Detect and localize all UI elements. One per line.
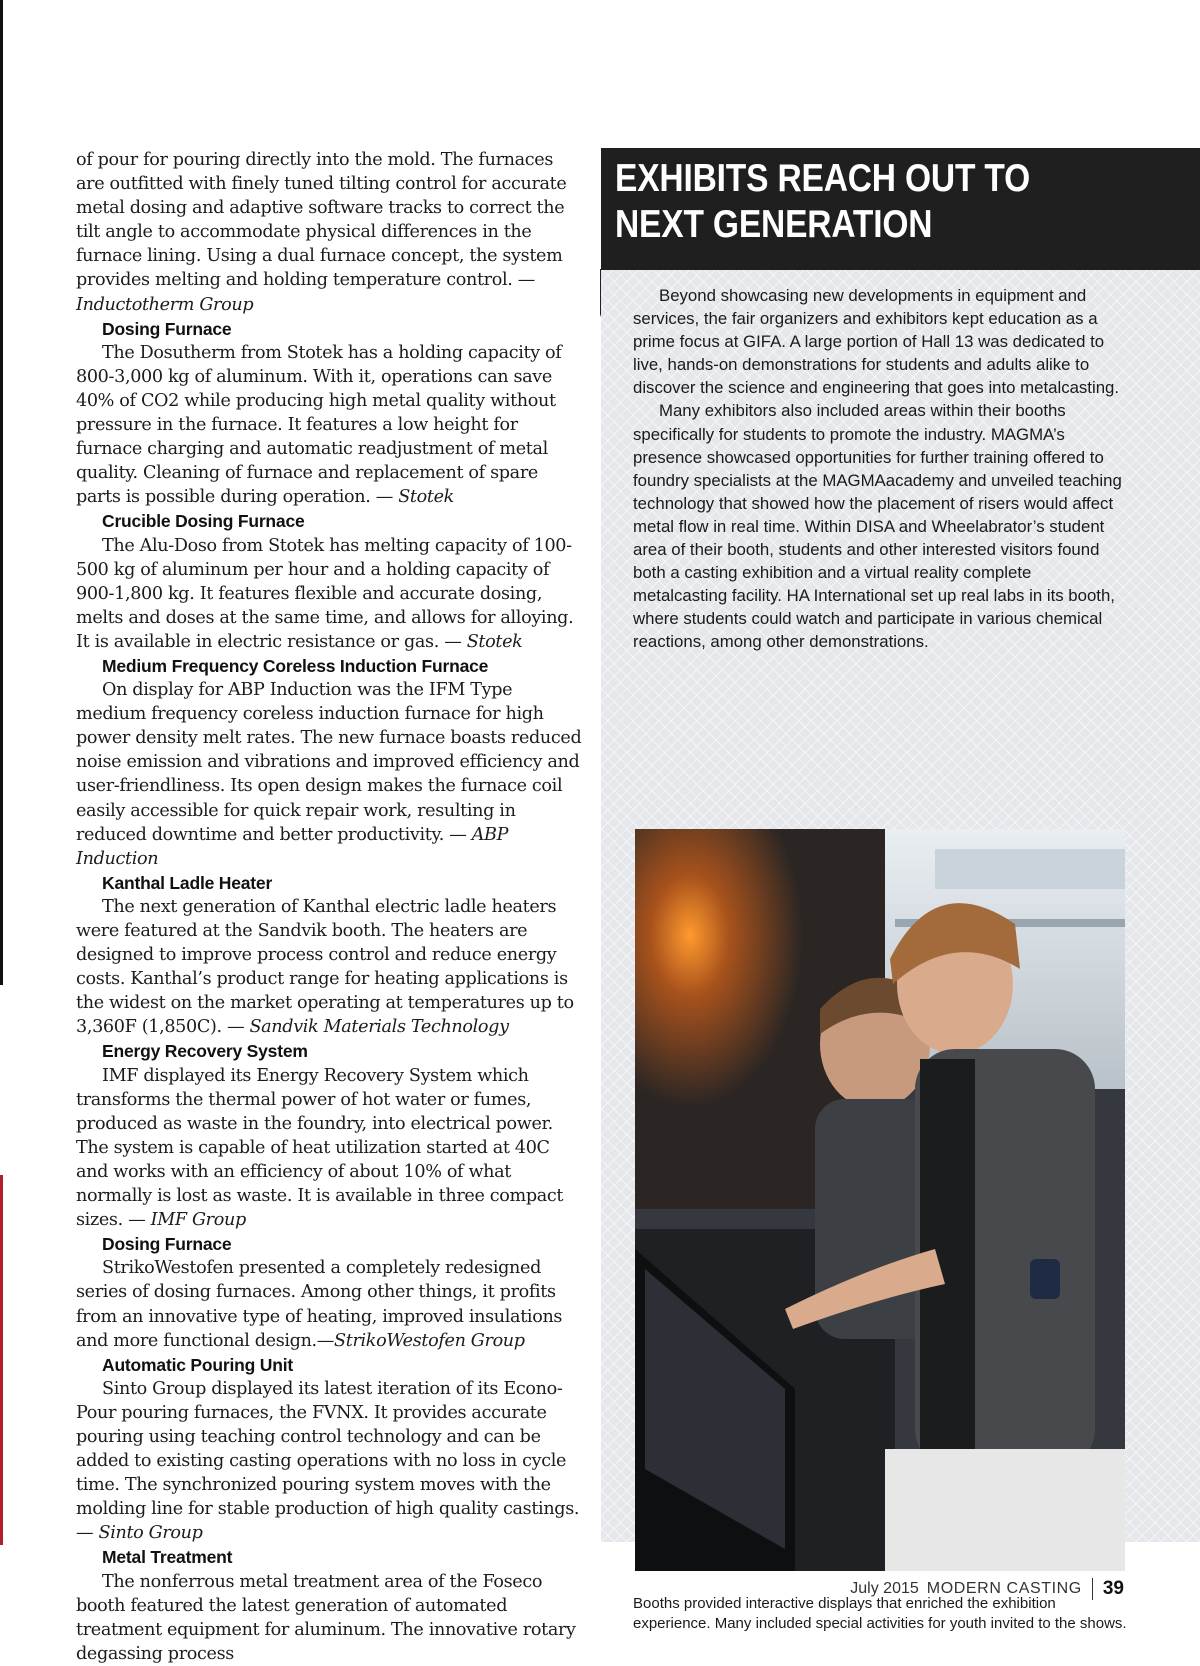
item-credit: — Stotek (444, 631, 523, 652)
footer-divider (1092, 1578, 1093, 1600)
item-body: On display for ABP Induction was the IFM Type medium frequency coreless induction furnace for high power density melt rates. The new furnace boasts reduced noise emission and vibrations and improved efficiency and user-friendliness. Its open design makes the furnace coil easily accessible for quick repair work, resulting in reduced downtime and better productivity. — ABP Induction (76, 680, 582, 869)
left-edge-accent (0, 1175, 3, 1545)
item-credit: — ABP Induction (76, 824, 509, 869)
sidebar-text (633, 284, 1123, 654)
intro-paragraph: of pour for pouring directly into the mold. The furnaces are outfitted with finely tuned tilting control for accurate metal dosing and adaptive software tracks to correct the tilt angle to accommodate physical differences in the furnace lining. Using a dual furnace concept, the system provides melting and holding temperature control. — Inductotherm Group (76, 150, 567, 315)
item-heading-dosing-furnace: Dosing Furnace (102, 318, 232, 339)
item-body: The nonferrous metal treatment area of the Foseco booth featured the latest generation of automated treatment equipment for aluminum. The innovative rotary degassing process (76, 1571, 576, 1664)
magazine-name: MODERN CASTING (926, 1580, 1082, 1597)
sidebar-header (601, 148, 1200, 270)
item-heading-ladle-heater: Kanthal Ladle Heater (102, 872, 273, 893)
item-body: The Alu-Doso from Stotek has melting capacity of 100-500 kg of aluminum per hour and a holding capacity of 900-1,800 kg. It features flexible and accurate dosing, melts and doses at the same time, and allows for alloying. It is available in electric resistance or gas. — Stotek (76, 535, 574, 652)
sidebar-paragraph: Many exhibitors also included areas within their booths specifically for students to promote the industry. MAGMA’s presence showcased opportunities for further training offered to foundry specialists at the MAGMAacademy and unveiled teaching technology that showed how the placement of risers would affect metal flow in real time. Within DISA and Wheelabrator’s student area of their booth, students and other interested visitors found both a casting exhibition and a virtual reality complete metalcasting facility. HA International set up real labs in its booth, where students could watch and participate in various chemical reactions, among other demonstrations. (633, 401, 1122, 652)
item-heading-crucible-dosing-furnace: Crucible Dosing Furnace (102, 511, 305, 532)
sidebar-paragraph: Beyond showcasing new developments in equipment and services, the fair organizers and exhibitors kept education as a prime focus at GIFA. A large portion of Hall 13 was dedicated to live, hands-on demonstrations for students and adults alike to discover the science and engineering that goes into metalcasting. (633, 286, 1120, 398)
intro-credit: — Inductotherm Group (76, 270, 536, 315)
item-body: The Dosutherm from Stotek has a holding capacity of 800-3,000 kg of aluminum. With it, operations can save 40% of CO2 while producing high metal quality without pressure in the furnace. It features a low height for furnace charging and automatic readjustment of metal quality. Cleaning of furnace and replacement of spare parts is possible during operation. — Stotek (76, 342, 562, 508)
item-credit: —StrikoWestofen Group (316, 1330, 525, 1351)
item-body: IMF displayed its Energy Recovery System which transforms the thermal power of hot water or fumes, produced as waste in the foundry, into electrical power. The system is capable of heat utilization started at 40C and works with an efficiency of about 10% of what normally is lost as waste. It is available in three compact sizes. — IMF Group (76, 1065, 564, 1231)
item-credit: — IMF Group (128, 1210, 246, 1231)
item-credit: — Sandvik Materials Technology (226, 1017, 509, 1038)
item-credit: — Stotek (375, 487, 454, 508)
left-edge-rule (0, 0, 3, 985)
item-heading-energy-recovery: Energy Recovery System (102, 1041, 308, 1062)
photo-caption: Booths provided interactive displays that enriched the exhibition experience. Many included special activities for youth invited to the shows. (633, 1595, 1127, 1632)
sidebar-title: EXHIBITS REACH OUT TO NEXT GENERATION (615, 157, 1031, 246)
issue-date: July 2015 (850, 1580, 919, 1597)
item-heading-induction-furnace: Medium Frequency Coreless Induction Furnace (102, 655, 489, 676)
students-touchscreen-illustration (635, 829, 1125, 1571)
item-heading-pouring-unit: Automatic Pouring Unit (102, 1354, 294, 1375)
item-credit: — Sinto Group (76, 1523, 203, 1544)
item-body: StrikoWestofen presented a completely redesigned series of dosing furnaces. Among other things, it profits from an innovative type of heating, improved insulations and more functional design.—StrikoWestofen Group (76, 1258, 563, 1351)
item-body: The next generation of Kanthal electric ladle heaters were featured at the Sandvik booth. The heaters are designed to improve process control and reduce energy costs. Kanthal’s product range for heating applications is the widest on the market operating at temperatures up to 3,360F (1,850C). — Sandvik Materials Technology (76, 896, 574, 1038)
item-heading-metal-treatment: Metal Treatment (102, 1547, 233, 1568)
exhibit-photo (635, 829, 1125, 1571)
page-number: 39 (1102, 1578, 1124, 1599)
item-heading-dosing-furnace-2: Dosing Furnace (102, 1234, 232, 1255)
page-footer (850, 1577, 1124, 1601)
item-body: Sinto Group displayed its latest iteration of its Econo-Pour pouring furnaces, the FVNX. It provides accurate pouring using teaching control technology and can be added to existing casting operations with no loss in cycle time. The synchronized pouring system moves with the molding line for stable production of high quality castings. — Sinto Group (76, 1378, 580, 1544)
article-column (76, 148, 584, 1666)
